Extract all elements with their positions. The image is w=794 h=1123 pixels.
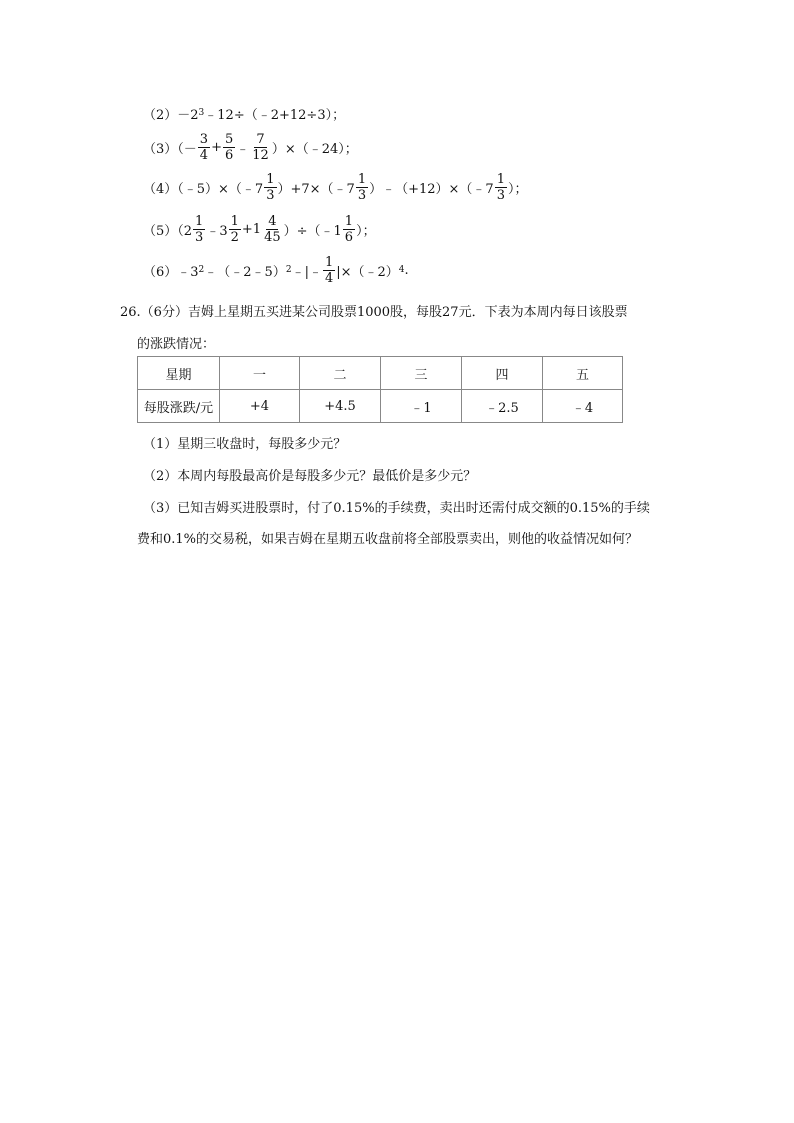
fraction xyxy=(198,132,210,163)
fraction-denominator: 45 xyxy=(264,229,281,245)
question-26-text-cont: 的涨跌情况： xyxy=(137,337,216,352)
expression-text: （5）（2 xyxy=(143,223,193,239)
expression-text: ）×（﹣24）； xyxy=(271,141,358,157)
fraction-numerator: 1 xyxy=(357,171,367,187)
fraction-denominator: 3 xyxy=(357,187,367,203)
fraction-numerator: 1 xyxy=(195,213,204,229)
fraction-numerator: 1 xyxy=(496,171,505,187)
table-header-cell: 五 xyxy=(543,357,623,390)
price-change-table xyxy=(137,356,623,423)
fraction-denominator: 12 xyxy=(252,147,269,163)
table-header-cell: 二 xyxy=(300,357,381,390)
fraction-numerator: 1 xyxy=(230,213,239,229)
question-26-text: 26.（6分）吉姆上星期五买进某公司股票1000股，每股27元．下表为本周内每日该股票 xyxy=(120,305,628,320)
subquestion-1: （1）星期三收盘时，每股多少元？ xyxy=(143,437,347,452)
fraction xyxy=(229,214,241,245)
expression-text: （4）（﹣5）×（﹣7 xyxy=(143,181,264,197)
problem-3 xyxy=(143,130,358,164)
fraction-numerator: 4 xyxy=(268,213,277,229)
table-header-cell: 三 xyxy=(381,357,462,390)
table-cell: +4 xyxy=(220,390,300,423)
fraction-numerator: 3 xyxy=(199,131,209,147)
exponent: 3 xyxy=(198,108,205,118)
expression-text: ﹣（﹣2﹣5） xyxy=(204,264,286,280)
fraction-numerator: 7 xyxy=(256,131,265,147)
subquestion-3: （3）已知吉姆买进股票时，付了0.15%的手续费，卖出时还需付成交额的0.15%的手续 xyxy=(143,501,650,516)
fraction xyxy=(262,214,283,245)
expression-text: ﹣3 xyxy=(206,223,228,239)
fraction-denominator: 4 xyxy=(324,270,334,286)
expression-text: . xyxy=(404,262,409,278)
expression-text: ）； xyxy=(356,223,376,239)
fraction-numerator: 1 xyxy=(266,171,275,187)
expression-text: ）+7×（﹣7 xyxy=(277,181,355,197)
expression-text: ）； xyxy=(508,181,528,197)
table-cell: ﹣4 xyxy=(543,390,623,423)
fraction-denominator: 3 xyxy=(195,229,204,245)
table-cell: +4.5 xyxy=(300,390,381,423)
expression-text: （3）（－ xyxy=(143,141,197,157)
fraction xyxy=(495,172,507,203)
fraction-denominator: 6 xyxy=(224,147,234,163)
expression-text: + xyxy=(211,139,222,155)
fraction-numerator: 5 xyxy=(224,131,234,147)
fraction-numerator: 1 xyxy=(324,254,334,270)
exponent: 2 xyxy=(198,265,205,275)
expression-text: |×（﹣2） xyxy=(336,264,399,280)
table-header-cell: 一 xyxy=(220,357,300,390)
fraction-denominator: 4 xyxy=(199,147,209,163)
table-header-cell: 四 xyxy=(462,357,543,390)
fraction xyxy=(323,255,335,286)
problem-5 xyxy=(143,212,376,246)
table-row xyxy=(138,390,623,423)
fraction-denominator: 6 xyxy=(344,229,354,245)
problem-2 xyxy=(143,96,345,130)
fraction-numerator: 1 xyxy=(344,213,354,229)
fraction xyxy=(193,214,205,245)
expression-text: ）÷（﹣1 xyxy=(283,223,342,239)
fraction xyxy=(356,172,368,203)
table-cell: ﹣2.5 xyxy=(462,390,543,423)
exponent: 2 xyxy=(285,265,292,275)
subquestion-3-cont: 费和0.1%的交易税，如果吉姆在星期五收盘前将全部股票卖出，则他的收益情况如何？ xyxy=(137,532,639,547)
table-header-cell: 星期 xyxy=(138,357,220,390)
fraction xyxy=(343,214,355,245)
fraction-denominator: 2 xyxy=(230,229,239,245)
problem-4 xyxy=(143,170,528,204)
expression-text: ）﹣（+12）×（﹣7 xyxy=(369,181,494,197)
exponent: 4 xyxy=(398,265,405,275)
fraction-denominator: 3 xyxy=(496,187,505,203)
expression-text: ﹣12÷（﹣2+12÷3）； xyxy=(204,107,346,123)
fraction xyxy=(250,132,271,163)
table-cell: 每股涨跌/元 xyxy=(138,390,220,423)
fraction-denominator: 3 xyxy=(266,187,275,203)
subquestion-2: （2）本周内每股最高价是每股多少元？最低价是多少元？ xyxy=(143,469,477,484)
expression-text: （6）﹣3 xyxy=(143,264,199,280)
table-header-row xyxy=(138,357,623,390)
table-cell: ﹣1 xyxy=(381,390,462,423)
expression-text: ﹣ xyxy=(236,141,250,157)
fraction xyxy=(223,132,235,163)
expression-text: +1 xyxy=(241,221,262,237)
expression-text: （2）－2 xyxy=(143,107,199,123)
expression-text: ﹣|﹣ xyxy=(291,264,322,280)
fraction xyxy=(264,172,276,203)
problem-6 xyxy=(143,253,409,287)
